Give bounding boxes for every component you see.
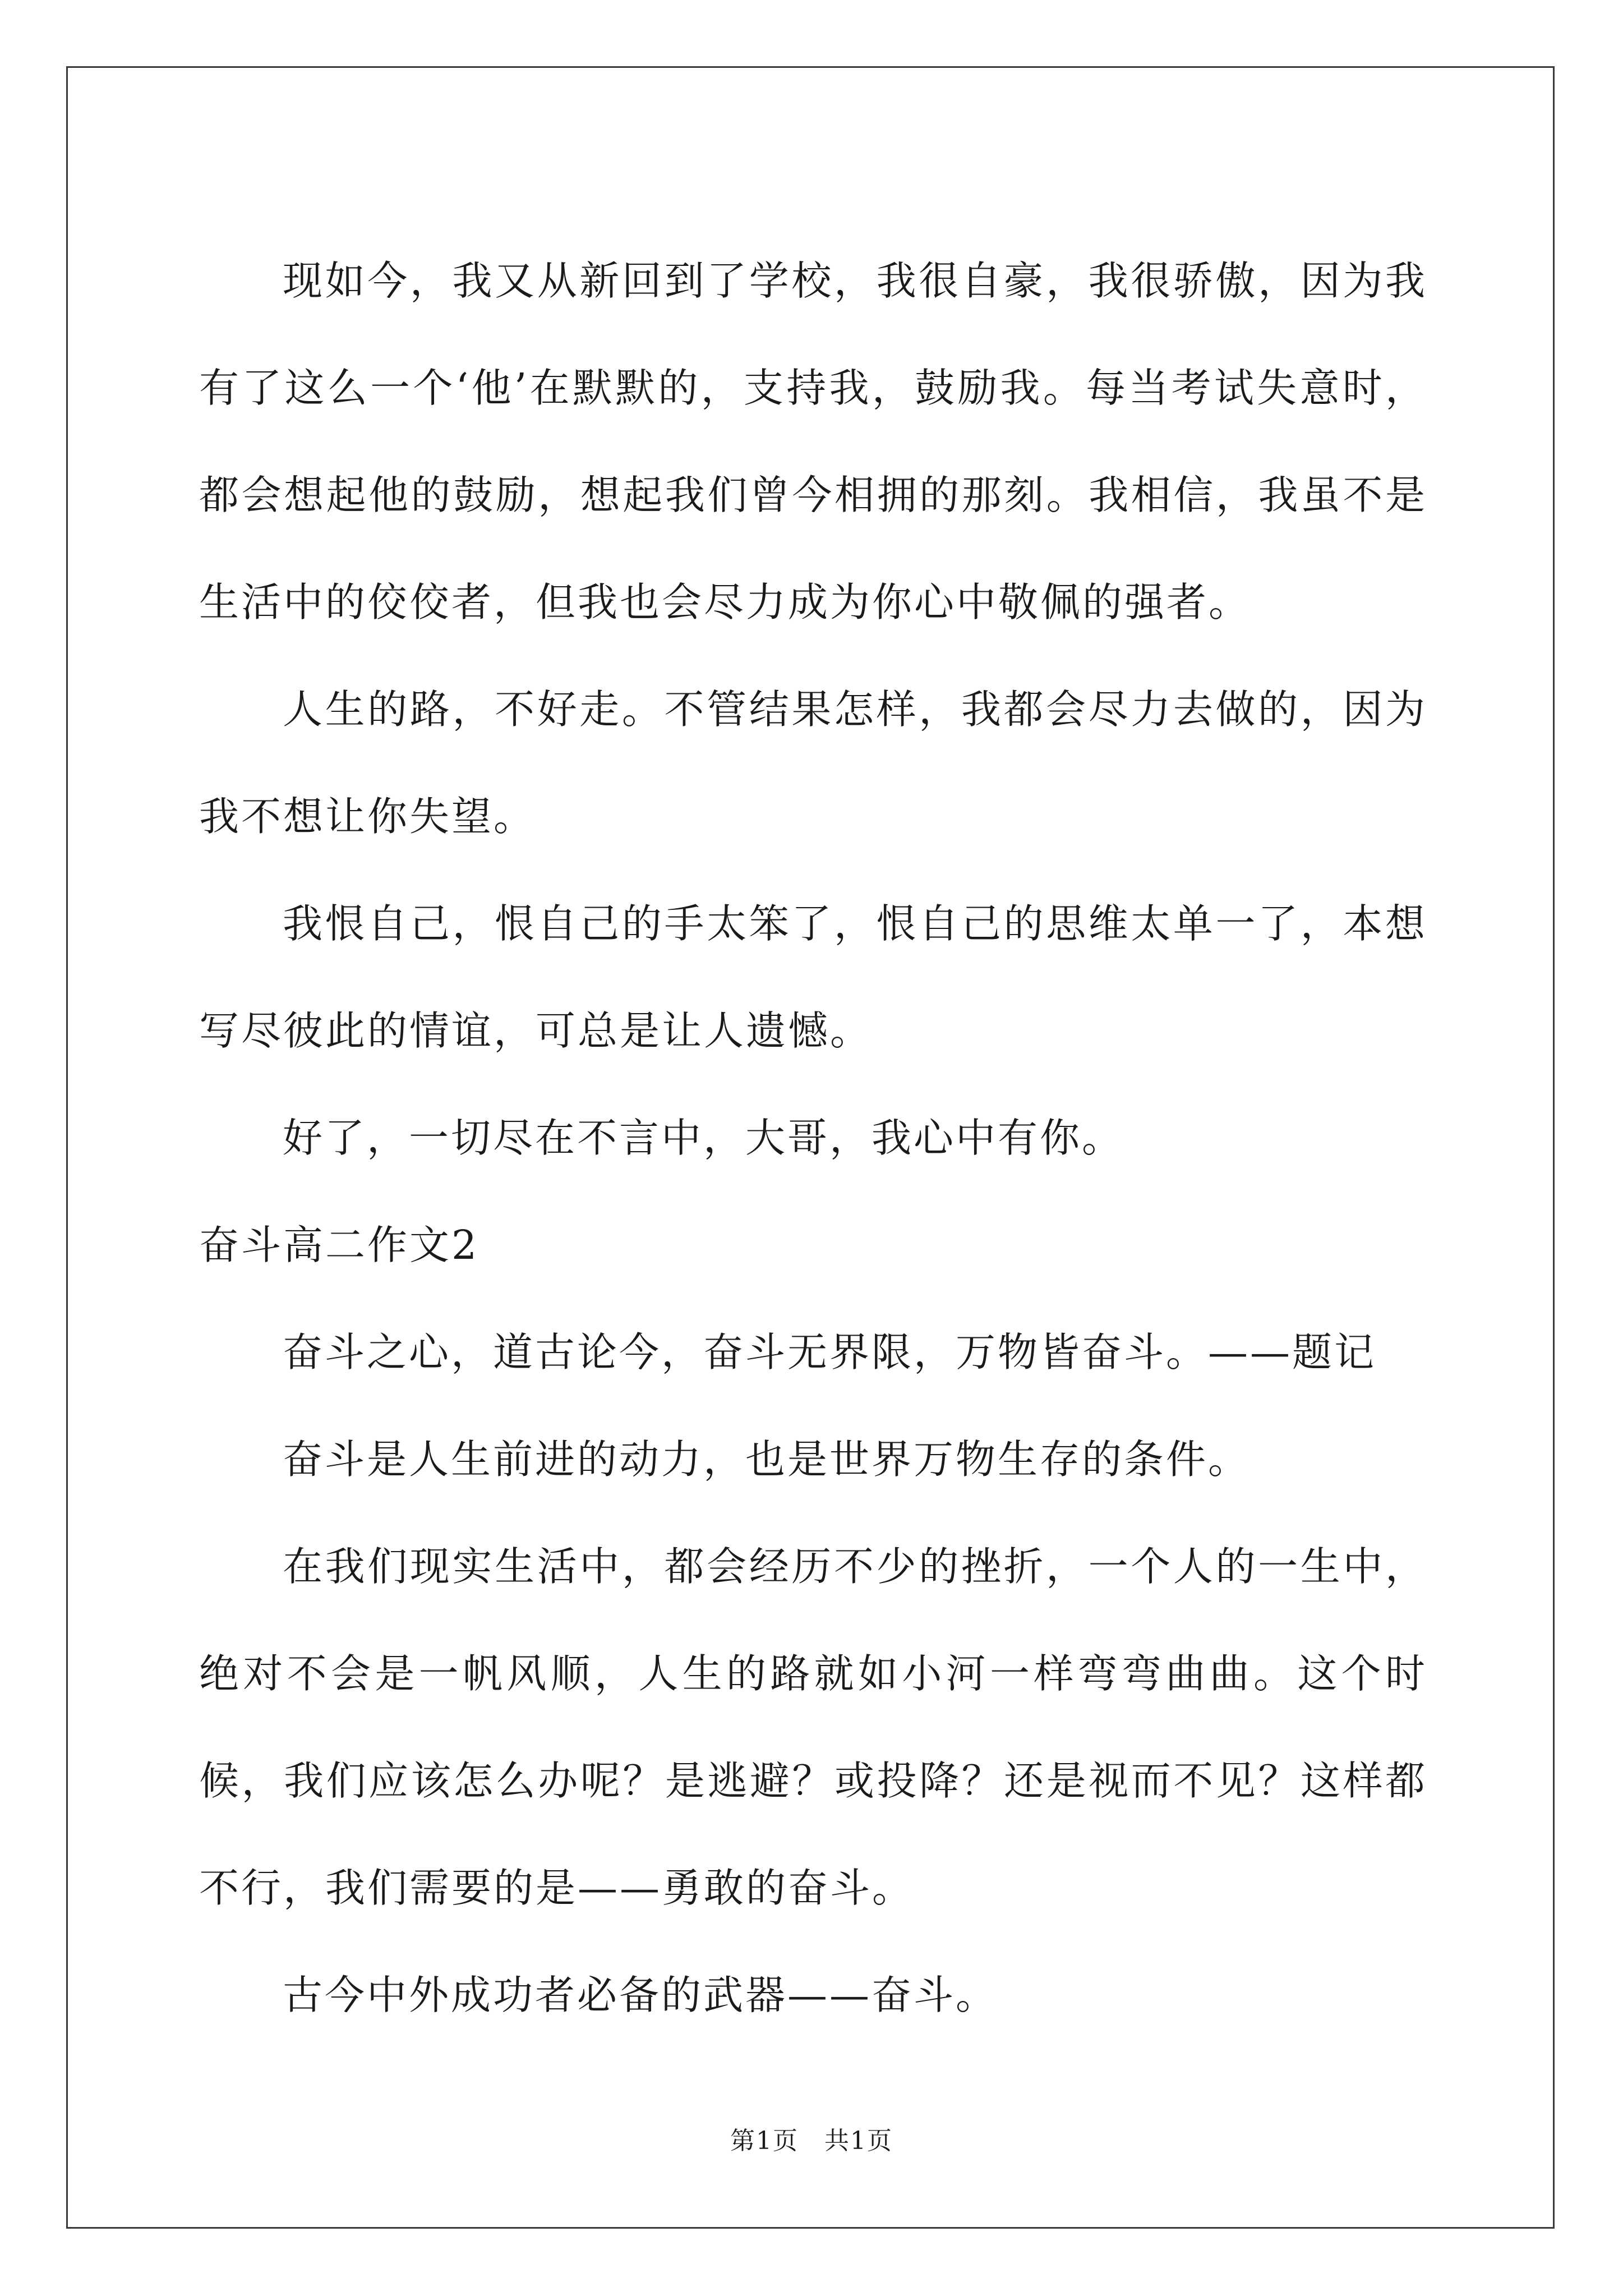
section-heading: 奋斗高二作文2 <box>199 1222 479 1268</box>
paragraph: 在我们现实生活中，都会经历不少的挫折，一个人的一生中，绝对不会是一帆风顺，人生的路就如小河一样弯弯曲曲。这个时候，我们应该怎么办呢？是逃避？或投降？还是视而不见？这样都不行，我们需要的是——勇敢的奋斗。 <box>199 1543 1427 1911</box>
paragraph: 古今中外成功者必备的武器——奋斗。 <box>283 1972 998 2018</box>
paragraph: 人生的路，不好走。不管结果怎样，我都会尽力去做的，因为我不想让你失望。 <box>199 686 1427 840</box>
document-body <box>199 227 1427 2049</box>
paragraph: 好了，一切尽在不言中，大哥，我心中有你。 <box>283 1115 1124 1161</box>
paragraph: 我恨自己，恨自己的手太笨了，恨自己的思维太单一了，本想写尽彼此的情谊，可总是让人遗憾。 <box>199 900 1427 1054</box>
paragraph: 现如今，我又从新回到了学校，我很自豪，我很骄傲，因为我有了这么一个‘他’在默默的，支持我，鼓励我。每当考试失意时，都会想起他的鼓励，想起我们曾今相拥的那刻。我相信，我虽不是生活中的佼佼者，但我也会尽力成为你心中敬佩的强者。 <box>199 257 1427 625</box>
page-footer: 第1页 共1页 <box>730 2127 893 2155</box>
paragraph: 奋斗是人生前进的动力，也是世界万物生存的条件。 <box>283 1436 1251 1483</box>
epigraph: 奋斗之心，道古论今，奋斗无界限，万物皆奋斗。——题记 <box>283 1329 1377 1375</box>
